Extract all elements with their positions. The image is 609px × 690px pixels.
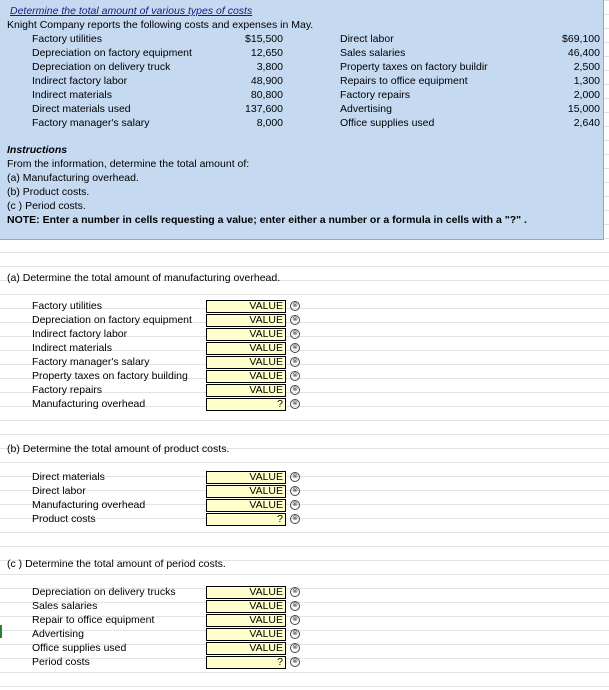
instruction-item-b: (b) Product costs.	[7, 186, 90, 198]
answer-input-cell[interactable]: VALUE	[206, 586, 286, 599]
instructions-lead: From the information, determine the total amount of:	[7, 158, 250, 170]
cost-value: 137,600	[245, 103, 283, 115]
problem-title[interactable]: Determine the total amount of various types of costs	[10, 5, 253, 17]
instructions-heading: Instructions	[7, 144, 68, 156]
check-flag-icon: ⊗	[290, 601, 300, 611]
cost-label: Repairs to office equipment	[340, 75, 468, 87]
check-flag-icon: ⊗	[290, 343, 300, 353]
answer-input-cell[interactable]: VALUE	[206, 499, 286, 512]
check-flag-icon: ⊗	[290, 472, 300, 482]
cost-value: 15,000	[567, 103, 600, 115]
problem-intro: Knight Company reports the following costs and expenses in May.	[7, 19, 314, 31]
check-flag-icon: ⊗	[290, 657, 300, 667]
check-flag-icon: ⊗	[290, 371, 300, 381]
check-flag-icon: ⊗	[290, 629, 300, 639]
cost-value: $15,500	[245, 33, 283, 45]
cost-value: 8,000	[256, 117, 283, 129]
answer-input-cell[interactable]: ?	[206, 513, 286, 526]
answer-row-label: Product costs	[32, 513, 96, 525]
check-flag-icon: ⊗	[290, 301, 300, 311]
answer-row-label: Period costs	[32, 656, 90, 668]
answer-row-label: Direct materials	[32, 471, 105, 483]
answer-row-label: Manufacturing overhead	[32, 398, 146, 410]
check-flag-icon: ⊗	[290, 399, 300, 409]
cost-label: Indirect factory labor	[32, 75, 128, 87]
cost-label: Indirect materials	[32, 89, 112, 101]
answer-input-cell[interactable]: VALUE	[206, 300, 286, 313]
cost-label: Depreciation on factory equipment	[32, 47, 192, 59]
instructions-note: NOTE: Enter a number in cells requesting a value; enter either a number or a formula in cells with a "?" .	[7, 214, 527, 226]
cost-value: 46,400	[567, 47, 600, 59]
cost-label: Property taxes on factory buildir	[340, 61, 488, 73]
answer-input-cell[interactable]: VALUE	[206, 356, 286, 369]
cost-label: Office supplies used	[340, 117, 435, 129]
answer-row-label: Repair to office equipment	[32, 614, 155, 626]
check-flag-icon: ⊗	[290, 486, 300, 496]
cost-label: Sales salaries	[340, 47, 406, 59]
answer-input-cell[interactable]: VALUE	[206, 600, 286, 613]
check-flag-icon: ⊗	[290, 514, 300, 524]
answer-input-cell[interactable]: VALUE	[206, 642, 286, 655]
cost-value: 80,800	[250, 89, 283, 101]
check-flag-icon: ⊗	[290, 329, 300, 339]
instruction-item-a: (a) Manufacturing overhead.	[7, 172, 139, 184]
check-flag-icon: ⊗	[290, 587, 300, 597]
section-title: (a) Determine the total amount of manufacturing overhead.	[7, 272, 281, 284]
section-title: (b) Determine the total amount of product costs.	[7, 443, 230, 455]
answer-row-label: Manufacturing overhead	[32, 499, 146, 511]
answer-row-label: Factory utilities	[32, 300, 103, 312]
cost-value: 48,900	[250, 75, 283, 87]
check-flag-icon: ⊗	[290, 615, 300, 625]
answer-row-label: Property taxes on factory building	[32, 370, 188, 382]
answer-row-label: Factory repairs	[32, 384, 103, 396]
cost-label: Factory repairs	[340, 89, 411, 101]
answer-row-label: Indirect materials	[32, 342, 112, 354]
cost-label: Depreciation on delivery truck	[32, 61, 171, 73]
answer-input-cell[interactable]: VALUE	[206, 384, 286, 397]
cost-value: 12,650	[250, 47, 283, 59]
section-title: (c ) Determine the total amount of period costs.	[7, 558, 226, 570]
cost-label: Advertising	[340, 103, 392, 115]
check-flag-icon: ⊗	[290, 385, 300, 395]
answer-input-cell[interactable]: VALUE	[206, 471, 286, 484]
answer-input-cell[interactable]: VALUE	[206, 342, 286, 355]
answer-row-label: Office supplies used	[32, 642, 127, 654]
cost-label: Factory manager's salary	[32, 117, 150, 129]
answer-input-cell[interactable]: VALUE	[206, 485, 286, 498]
cost-label: Direct labor	[340, 33, 394, 45]
answer-input-cell[interactable]: ?	[206, 398, 286, 411]
answer-row-label: Sales salaries	[32, 600, 98, 612]
check-flag-icon: ⊗	[290, 315, 300, 325]
answer-input-cell[interactable]: VALUE	[206, 614, 286, 627]
answer-input-cell[interactable]: VALUE	[206, 370, 286, 383]
cost-value: 2,500	[573, 61, 600, 73]
answer-input-cell[interactable]: VALUE	[206, 328, 286, 341]
answer-row-label: Indirect factory labor	[32, 328, 128, 340]
check-flag-icon: ⊗	[290, 500, 300, 510]
answer-row-label: Depreciation on factory equipment	[32, 314, 192, 326]
cost-value: 1,300	[573, 75, 600, 87]
answer-row-label: Advertising	[32, 628, 84, 640]
cost-value: 2,640	[573, 117, 600, 129]
answer-input-cell[interactable]: VALUE	[206, 628, 286, 641]
cost-value: $69,100	[562, 33, 600, 45]
check-flag-icon: ⊗	[290, 643, 300, 653]
check-flag-icon: ⊗	[290, 357, 300, 367]
answer-row-label: Factory manager's salary	[32, 356, 150, 368]
instruction-item-c: (c ) Period costs.	[7, 200, 86, 212]
answer-input-cell[interactable]: ?	[206, 656, 286, 669]
cost-label: Direct materials used	[32, 103, 131, 115]
row-marker	[0, 625, 2, 638]
cost-value: 3,800	[256, 61, 283, 73]
answer-input-cell[interactable]: VALUE	[206, 314, 286, 327]
cost-label: Factory utilities	[32, 33, 103, 45]
answer-row-label: Direct labor	[32, 485, 86, 497]
cost-value: 2,000	[573, 89, 600, 101]
answer-row-label: Depreciation on delivery trucks	[32, 586, 176, 598]
